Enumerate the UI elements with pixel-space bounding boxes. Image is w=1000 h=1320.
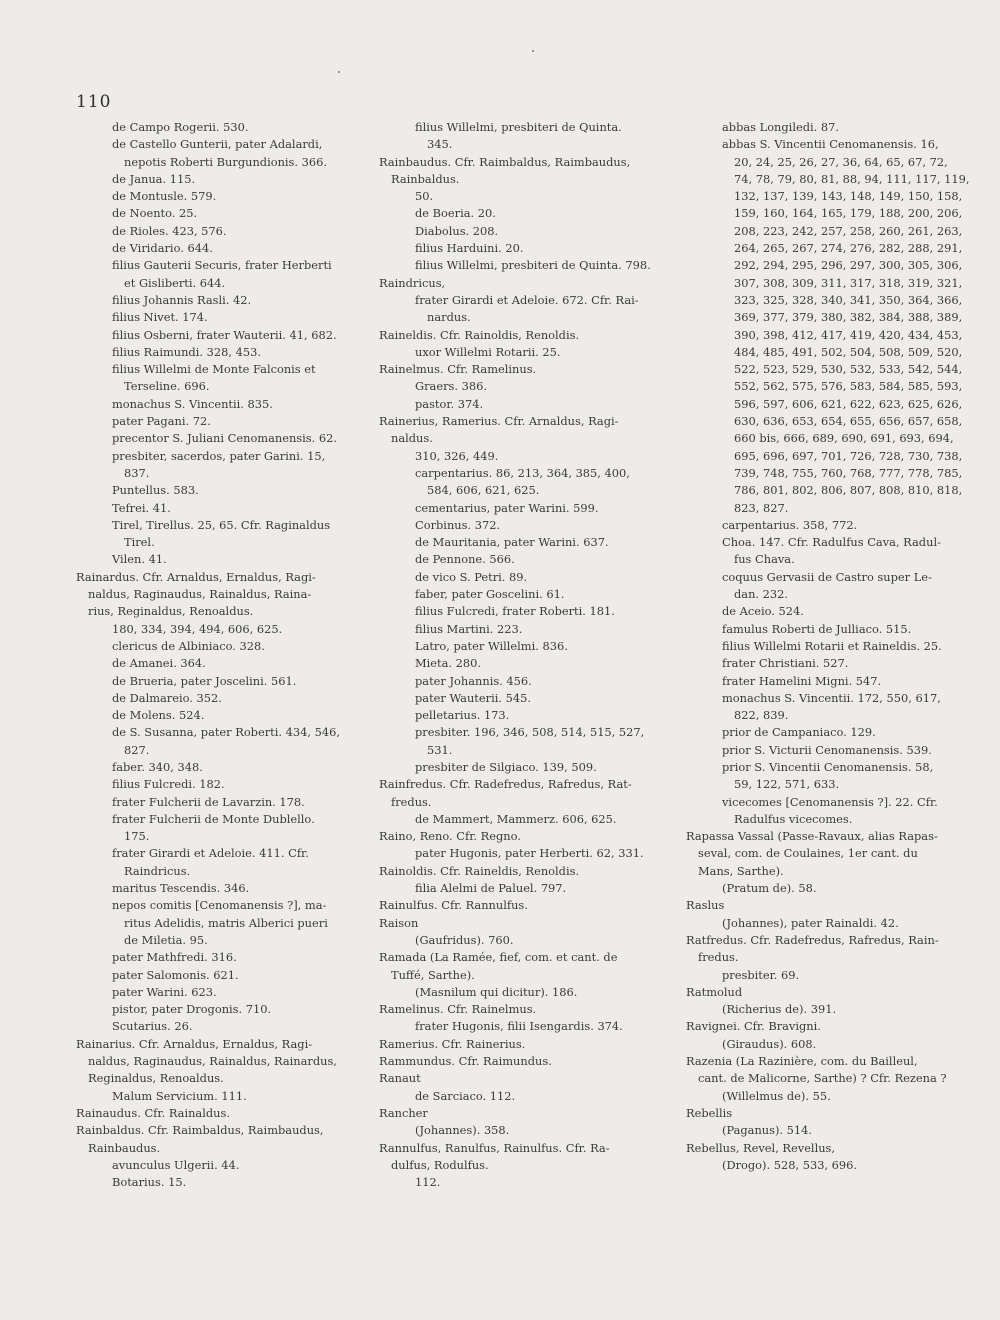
- index-subentry: Reginaldus, Renoaldus.: [88, 1071, 224, 1086]
- index-subentry: Tefrei. 41.: [112, 500, 171, 515]
- index-subentry: pistor, pater Drogonis. 710.: [112, 1002, 272, 1017]
- index-subentry: famulus Roberti de Julliaco. 515.: [722, 621, 912, 636]
- index-subentry: de Janua. 115.: [112, 171, 196, 186]
- index-subentry: de Campo Rogerii. 530.: [112, 120, 249, 134]
- index-subentry: Mans, Sarthe).: [698, 863, 784, 878]
- index-subentry: filius Gauterii Securis, frater Herberti: [112, 258, 332, 273]
- index-subentry: de Sarciaco. 112.: [415, 1088, 516, 1103]
- index-subentry: de Amanei. 364.: [112, 656, 206, 671]
- index-subentry: 823, 827.: [734, 500, 789, 515]
- index-subentry: faber, pater Goscelini. 61.: [415, 587, 565, 602]
- index-subentry: Vilen. 41.: [112, 552, 167, 567]
- index-headword: Rannulfus, Ranulfus, Rainulfus. Cfr. Ra-: [379, 1140, 610, 1155]
- index-subentry: (Giraudus). 608.: [722, 1036, 817, 1051]
- index-headword: Raison: [379, 915, 419, 930]
- index-subentry: Terseline. 696.: [124, 379, 210, 394]
- index-subentry: filius Willelmi, presbiteri de Quinta. 798.: [415, 258, 651, 273]
- index-subentry: Radulfus vicecomes.: [734, 811, 853, 826]
- index-subentry: filius Harduini. 20.: [415, 241, 524, 256]
- index-headword: Rammundus. Cfr. Raimundus.: [379, 1054, 552, 1069]
- index-subentry: 739, 748, 755, 760, 768, 777, 778, 785,: [734, 465, 963, 480]
- index-subentry: faber. 340, 348.: [112, 759, 203, 774]
- index-subentry: dan. 232.: [734, 587, 789, 602]
- index-subentry: 112.: [415, 1175, 441, 1190]
- index-subentry: de Noento. 25.: [112, 206, 198, 221]
- index-subentry: prior S. Vincentii Cenomanensis. 58,: [722, 759, 934, 774]
- index-subentry: uxor Willelmi Rotarii. 25.: [415, 344, 561, 359]
- index-subentry: precentor S. Juliani Cenomanensis. 62.: [112, 431, 337, 446]
- index-subentry: de Aceio. 524.: [722, 604, 804, 619]
- index-subentry: Tirel, Tirellus. 25, 65. Cfr. Raginaldus: [112, 517, 331, 532]
- index-subentry: presbiter, sacerdos, pater Garini. 15,: [112, 448, 326, 463]
- index-subentry: ritus Adelidis, matris Alberici pueri: [124, 915, 328, 930]
- index-subentry: 307, 308, 309, 311, 317, 318, 319, 321,: [734, 275, 963, 290]
- index-subentry: Graers. 386.: [415, 379, 487, 394]
- index-headword: Ratmolud: [686, 984, 743, 999]
- index-subentry: monachus S. Vincentii. 172, 550, 617,: [722, 690, 941, 705]
- index-subentry: de Montusle. 579.: [112, 189, 217, 204]
- index-subentry: pater Warini. 623.: [112, 984, 217, 999]
- index-subentry: (Masnilum qui dicitur). 186.: [415, 984, 578, 999]
- index-subentry: de Molens. 524.: [112, 708, 205, 723]
- index-subentry: 175.: [124, 829, 150, 844]
- index-subentry: frater Hamelini Migni. 547.: [722, 673, 882, 688]
- index-subentry: filius Willelmi Rotarii et Raineldis. 25.: [722, 638, 942, 653]
- index-subentry: nardus.: [427, 310, 471, 325]
- index-subentry: 310, 326, 449.: [415, 448, 499, 463]
- index-subentry: de Pennone. 566.: [415, 552, 515, 567]
- index-subentry: pater Mathfredi. 316.: [112, 950, 237, 965]
- index-subentry: (Johannes). 358.: [415, 1123, 510, 1138]
- index-headword: Ramerius. Cfr. Rainerius.: [379, 1036, 526, 1051]
- index-subentry: carpentarius. 86, 213, 364, 385, 400,: [415, 465, 630, 480]
- index-subentry: de Castello Gunterii, pater Adalardi,: [112, 137, 323, 152]
- index-subentry: 695, 696, 697, 701, 726, 728, 730, 738,: [734, 448, 963, 463]
- index-subentry: de Viridario. 644.: [112, 241, 213, 256]
- index-headword: Rapassa Vassal (Passe-Ravaux, alias Rapas-: [686, 829, 938, 844]
- index-subentry: filius Osberni, frater Wauterii. 41, 682.: [112, 327, 337, 342]
- index-subentry: maritus Tescendis. 346.: [112, 881, 250, 896]
- index-subentry: filius Martini. 223.: [415, 621, 523, 636]
- paper-speck: [532, 50, 534, 52]
- index-subentry: pater Hugonis, pater Herberti. 62, 331.: [415, 846, 644, 861]
- index-subentry: Tuffé, Sarthe).: [391, 967, 475, 982]
- index-headword: Ratfredus. Cfr. Radefredus, Rafredus, Rain-: [686, 932, 939, 947]
- index-subentry: (Willelmus de). 55.: [722, 1088, 831, 1103]
- index-headword: Rebellis: [686, 1105, 733, 1120]
- index-subentry: fredus.: [391, 794, 432, 809]
- index-subentry: filia Alelmi de Paluel. 797.: [415, 881, 567, 896]
- index-subentry: abbas Longiledi. 87.: [722, 120, 839, 134]
- index-subentry: (Johannes), pater Rainaldi. 42.: [722, 915, 899, 930]
- index-subentry: 132, 137, 139, 143, 148, 149, 150, 158,: [734, 189, 963, 204]
- index-subentry: carpentarius. 358, 772.: [722, 517, 858, 532]
- index-column-right: [686, 119, 970, 1174]
- index-subentry: pater Salomonis. 621.: [112, 967, 239, 982]
- index-subentry: filius Willelmi de Monte Falconis et: [112, 362, 316, 377]
- index-subentry: Tirel.: [124, 535, 155, 550]
- index-subentry: cementarius, pater Warini. 599.: [415, 500, 599, 515]
- index-headword: Rainaudus. Cfr. Rainaldus.: [76, 1105, 230, 1120]
- index-subentry: 596, 597, 606, 621, 622, 623, 625, 626,: [734, 396, 963, 411]
- paper-speck: [338, 71, 340, 73]
- index-headword: Rainoldis. Cfr. Raineldis, Renoldis.: [379, 863, 580, 878]
- index-headword: Ravignei. Cfr. Bravigni.: [686, 1019, 821, 1034]
- index-subentry: Corbinus. 372.: [415, 517, 501, 532]
- index-subentry: 837.: [124, 465, 150, 480]
- index-subentry: naldus, Raginaudus, Rainaldus, Rainardus,: [88, 1054, 337, 1069]
- index-subentry: et Gisliberti. 644.: [124, 275, 226, 290]
- index-headword: Rancher: [379, 1105, 428, 1120]
- index-subentry: 59, 122, 571, 633.: [734, 777, 840, 792]
- index-subentry: Latro, pater Willelmi. 836.: [415, 638, 568, 653]
- index-subentry: presbiter de Silgiaco. 139, 509.: [415, 759, 597, 774]
- index-subentry: frater Girardi et Adeloie. 672. Cfr. Rai-: [415, 292, 639, 307]
- index-headword: Rainfredus. Cfr. Radefredus, Rafredus, Rat-: [379, 777, 632, 792]
- index-subentry: 552, 562, 575, 576, 583, 584, 585, 593,: [734, 379, 963, 394]
- index-column-middle: [379, 119, 654, 1191]
- index-subentry: pelletarius. 173.: [415, 708, 510, 723]
- index-subentry: prior de Campaniaco. 129.: [722, 725, 876, 740]
- index-subentry: 159, 160, 164, 165, 179, 188, 200, 206,: [734, 206, 963, 221]
- index-headword: Razenia (La Razinière, com. du Bailleul,: [686, 1054, 918, 1069]
- index-subentry: filius Fulcredi, frater Roberti. 181.: [415, 604, 615, 619]
- index-subentry: 484, 485, 491, 502, 504, 508, 509, 520,: [734, 344, 963, 359]
- index-subentry: pastor. 374.: [415, 396, 484, 411]
- index-subentry: prior S. Victurii Cenomanensis. 539.: [722, 742, 932, 757]
- index-subentry: 369, 377, 379, 380, 382, 384, 388, 389,: [734, 310, 963, 325]
- index-subentry: de Boeria. 20.: [415, 206, 496, 221]
- index-subentry: frater Hugonis, filii Isengardis. 374.: [415, 1019, 623, 1034]
- index-headword: Rainerius, Ramerius. Cfr. Arnaldus, Ragi-: [379, 414, 619, 429]
- index-subentry: 208, 223, 242, 257, 258, 260, 261, 263,: [734, 223, 963, 238]
- index-subentry: presbiter. 69.: [722, 967, 800, 982]
- index-headword: Ranaut: [379, 1071, 421, 1086]
- index-subentry: 323, 325, 328, 340, 341, 350, 364, 366,: [734, 292, 963, 307]
- index-subentry: 630, 636, 653, 654, 655, 656, 657, 658,: [734, 414, 963, 429]
- index-subentry: de Rioles. 423, 576.: [112, 223, 227, 238]
- index-subentry: frater Girardi et Adeloie. 411. Cfr.: [112, 846, 309, 861]
- index-subentry: de Mauritania, pater Warini. 637.: [415, 535, 609, 550]
- index-subentry: (Pratum de). 58.: [722, 881, 817, 896]
- index-subentry: 827.: [124, 742, 150, 757]
- index-headword: Rainardus. Cfr. Arnaldus, Ernaldus, Ragi-: [76, 569, 316, 584]
- index-subentry: Botarius. 15.: [112, 1175, 187, 1190]
- index-subentry: de Mammert, Mammerz. 606, 625.: [415, 811, 617, 826]
- index-subentry: 660 bis, 666, 689, 690, 691, 693, 694,: [734, 431, 954, 446]
- index-subentry: filius Willelmi, presbiteri de Quinta.: [415, 120, 622, 134]
- index-subentry: Rainbaldus.: [391, 171, 460, 186]
- index-subentry: 584, 606, 621, 625.: [427, 483, 540, 498]
- index-subentry: pater Wauterii. 545.: [415, 690, 531, 705]
- index-subentry: frater Christiani. 527.: [722, 656, 849, 671]
- index-subentry: 345.: [427, 137, 453, 152]
- index-headword: Ramelinus. Cfr. Rainelmus.: [379, 1002, 537, 1017]
- index-subentry: naldus, Raginaudus, Rainaldus, Raina-: [88, 587, 312, 602]
- index-subentry: 531.: [427, 742, 453, 757]
- index-subentry: abbas S. Vincentii Cenomanensis. 16,: [722, 137, 939, 152]
- index-headword: Rainarius. Cfr. Arnaldus, Ernaldus, Ragi-: [76, 1036, 313, 1051]
- index-subentry: seval, com. de Coulaines, 1er cant. du: [698, 846, 918, 861]
- index-subentry: pater Johannis. 456.: [415, 673, 532, 688]
- index-subentry: fredus.: [698, 950, 739, 965]
- index-subentry: vicecomes [Cenomanensis ?]. 22. Cfr.: [722, 794, 938, 809]
- index-headword: Raslus: [686, 898, 725, 913]
- index-subentry: fus Chava.: [734, 552, 795, 567]
- index-subentry: monachus S. Vincentii. 835.: [112, 396, 273, 411]
- index-subentry: 50.: [415, 189, 434, 204]
- index-headword: Rainbaldus. Cfr. Raimbaldus, Raimbaudus,: [76, 1123, 324, 1138]
- index-subentry: de Miletia. 95.: [124, 932, 208, 947]
- index-subentry: coquus Gervasii de Castro super Le-: [722, 569, 932, 584]
- index-subentry: 20, 24, 25, 26, 27, 36, 64, 65, 67, 72,: [734, 154, 948, 169]
- index-headword: Raindricus,: [379, 275, 446, 290]
- index-subentry: Choa. 147. Cfr. Radulfus Cava, Radul-: [722, 535, 941, 550]
- index-subentry: 522, 523, 529, 530, 532, 533, 542, 544,: [734, 362, 963, 377]
- index-subentry: Mieta. 280.: [415, 656, 482, 671]
- index-subentry: Rainbaudus.: [88, 1140, 161, 1155]
- index-subentry: filius Raimundi. 328, 453.: [112, 344, 261, 359]
- index-subentry: filius Fulcredi. 182.: [112, 777, 225, 792]
- index-subentry: filius Nivet. 174.: [112, 310, 208, 325]
- index-subentry: de vico S. Petri. 89.: [415, 569, 528, 584]
- index-subentry: clericus de Albiniaco. 328.: [112, 638, 265, 653]
- index-headword: Rainulfus. Cfr. Rannulfus.: [379, 898, 528, 913]
- index-subentry: presbiter. 196, 346, 508, 514, 515, 527,: [415, 725, 645, 740]
- index-subentry: 786, 801, 802, 806, 807, 808, 810, 818,: [734, 483, 963, 498]
- index-subentry: de S. Susanna, pater Roberti. 434, 546,: [112, 725, 340, 740]
- index-subentry: 292, 294, 295, 296, 297, 300, 305, 306,: [734, 258, 963, 273]
- index-subentry: de Brueria, pater Joscelini. 561.: [112, 673, 297, 688]
- page-number: 110: [76, 92, 112, 112]
- index-headword: Ramada (La Ramée, fief, com. et cant. de: [379, 950, 618, 965]
- index-subentry: frater Fulcherii de Monte Dublello.: [112, 811, 315, 826]
- index-subentry: 180, 334, 394, 494, 606, 625.: [112, 621, 283, 636]
- index-headword: Raineldis. Cfr. Rainoldis, Renoldis.: [379, 327, 580, 342]
- index-subentry: 74, 78, 79, 80, 81, 88, 94, 111, 117, 119,: [734, 171, 970, 186]
- index-subentry: de Dalmareio. 352.: [112, 690, 222, 705]
- index-subentry: (Drogo). 528, 533, 696.: [722, 1157, 858, 1172]
- index-headword: Rainbaudus. Cfr. Raimbaldus, Raimbaudus,: [379, 154, 631, 169]
- index-headword: Rainelmus. Cfr. Ramelinus.: [379, 362, 537, 377]
- index-subentry: Scutarius. 26.: [112, 1019, 193, 1034]
- index-subentry: Malum Servicium. 111.: [112, 1088, 247, 1103]
- index-subentry: (Richerius de). 391.: [722, 1002, 837, 1017]
- index-subentry: 822, 839.: [734, 708, 789, 723]
- index-subentry: Raindricus.: [124, 863, 191, 878]
- index-headword: Rebellus, Revel, Revellus,: [686, 1140, 836, 1155]
- index-subentry: avunculus Ulgerii. 44.: [112, 1157, 240, 1172]
- index-column-left: [76, 119, 344, 1191]
- index-subentry: 264, 265, 267, 274, 276, 282, 288, 291,: [734, 241, 963, 256]
- index-subentry: frater Fulcherii de Lavarzin. 178.: [112, 794, 305, 809]
- index-headword: Raino, Reno. Cfr. Regno.: [379, 829, 521, 844]
- index-subentry: filius Johannis Rasli. 42.: [112, 292, 252, 307]
- index-subentry: rius, Reginaldus, Renoaldus.: [88, 604, 254, 619]
- index-subentry: Diabolus. 208.: [415, 223, 499, 238]
- index-subentry: nepos comitis [Cenomanensis ?], ma-: [112, 898, 327, 913]
- index-subentry: dulfus, Rodulfus.: [391, 1157, 489, 1172]
- index-subentry: (Paganus). 514.: [722, 1123, 813, 1138]
- index-subentry: Puntellus. 583.: [112, 483, 199, 498]
- index-subentry: cant. de Malicorne, Sarthe) ? Cfr. Rezena ?: [698, 1071, 947, 1086]
- index-subentry: 390, 398, 412, 417, 419, 420, 434, 453,: [734, 327, 963, 342]
- index-subentry: pater Pagani. 72.: [112, 414, 211, 429]
- index-subentry: naldus.: [391, 431, 433, 446]
- index-subentry: (Gaufridus). 760.: [415, 932, 514, 947]
- index-subentry: nepotis Roberti Burgundionis. 366.: [124, 154, 328, 169]
